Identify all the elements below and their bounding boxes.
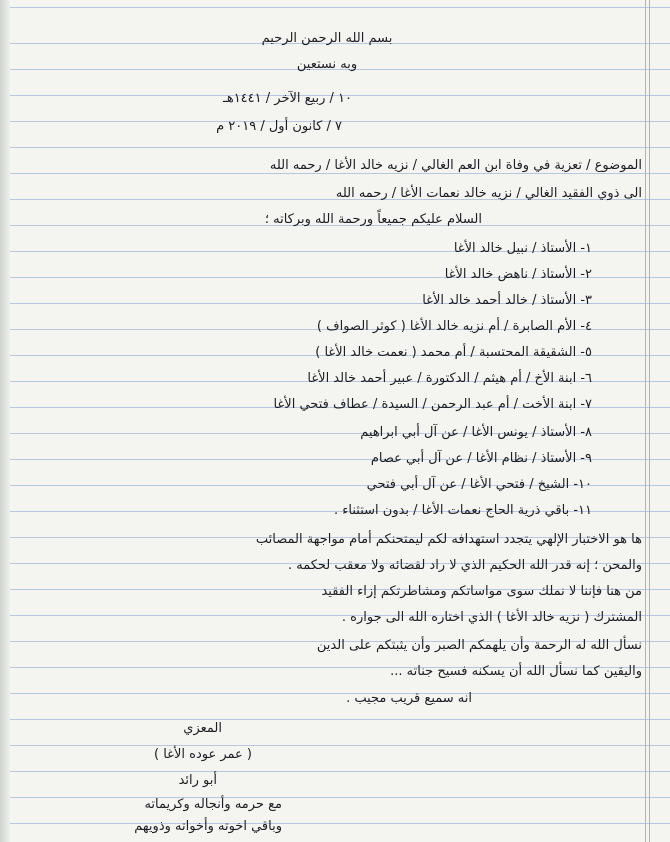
body-line: المشترك ( نزيه خالد الأغا ) الذي اختاره الله الى جواره .	[341, 610, 642, 625]
date-hijri: ١٠ / ربيع الآخر / ١٤٤١هـ	[223, 91, 352, 106]
signature-label: المعزي	[183, 721, 222, 736]
salutation-line: السلام عليكم جميعاً ورحمة الله وبركاته ؛	[264, 212, 482, 227]
opening-phrase: وبه نستعين	[296, 57, 358, 72]
signature-name: ( عمر عوده الأغا )	[154, 747, 252, 762]
recipient-item: ١- الأستاذ / نبيل خالد الأغا	[453, 241, 592, 256]
recipient-item: ٩- الأستاذ / نظام الأغا / عن آل أبي عصام	[370, 451, 592, 466]
body-line: نسأل الله له الرحمة وأن يلهمكم الصبر وأن يثبتكم على الدين	[316, 638, 642, 653]
body-line: من هنا فإننا لا نملك سوى مواساتكم ومشاطرتكم إزاء الفقيد	[321, 584, 642, 599]
date-gregorian: ٧ / كانون أول / ٢٠١٩ م	[216, 119, 342, 134]
body-line: واليقين كما نسأل الله أن يسكنه فسيح جناته ...	[390, 664, 642, 679]
closing-line: انه سميع قريب مجيب .	[346, 691, 472, 706]
margin-line	[645, 0, 646, 842]
letter-content	[12, 0, 642, 842]
recipient-item: ٦- ابنة الأخ / أم هيثم / الدكتورة / عبير أحمد خالد الأغا	[307, 371, 592, 386]
signature-family-line: مع حرمه وأنجاله وكريماته	[144, 797, 282, 812]
recipient-item: ٤- الأم الصابرة / أم نزيه خالد الأغا ( كوثر الصواف )	[316, 319, 592, 334]
recipient-item: ١١- باقي ذرية الحاج نعمات الأغا / بدون استثناء .	[334, 503, 592, 518]
body-line: والمحن ؛ إنه قدر الله الحكيم الذي لا راد لقضائه ولا معقب لحكمه .	[287, 558, 642, 573]
page-binding-edge	[0, 0, 10, 842]
basmala: بسم الله الرحمن الرحيم	[261, 31, 393, 46]
margin-line	[649, 0, 650, 842]
recipient-item: ٣- الأستاذ / خالد أحمد خالد الأغا	[422, 293, 592, 308]
signature-kunya: أبو رائد	[178, 773, 217, 788]
subject-line: الموضوع / تعزية في وفاة ابن العم الغالي / نزيه خالد الأغا / رحمه الله	[269, 158, 642, 173]
body-line: ها هو الاختبار الإلهي يتجدد استهدافه لكم ليمتحنكم أمام مواجهة المصائب	[255, 532, 642, 547]
recipient-item: ٨- الأستاذ / يونس الأغا / عن آل أبي ابراهيم	[360, 425, 592, 440]
addressee-line: الى ذوي الفقيد الغالي / نزيه خالد نعمات الأغا / رحمه الله	[335, 186, 642, 201]
recipient-item: ٢- الأستاذ / ناهض خالد الأغا	[444, 267, 592, 282]
recipient-item: ٧- ابنة الأخت / أم عبد الرحمن / السيدة / عطاف فتحي الأغا	[273, 397, 592, 412]
signature-family-line: وباقي اخوته وأخواته وذويهم	[134, 819, 282, 834]
recipient-item: ١٠- الشيخ / فتحي الأغا / عن آل أبي فتحي	[366, 477, 592, 492]
recipient-item: ٥- الشقيقة المحتسبة / أم محمد ( نعمت خالد الأغا )	[315, 345, 592, 360]
